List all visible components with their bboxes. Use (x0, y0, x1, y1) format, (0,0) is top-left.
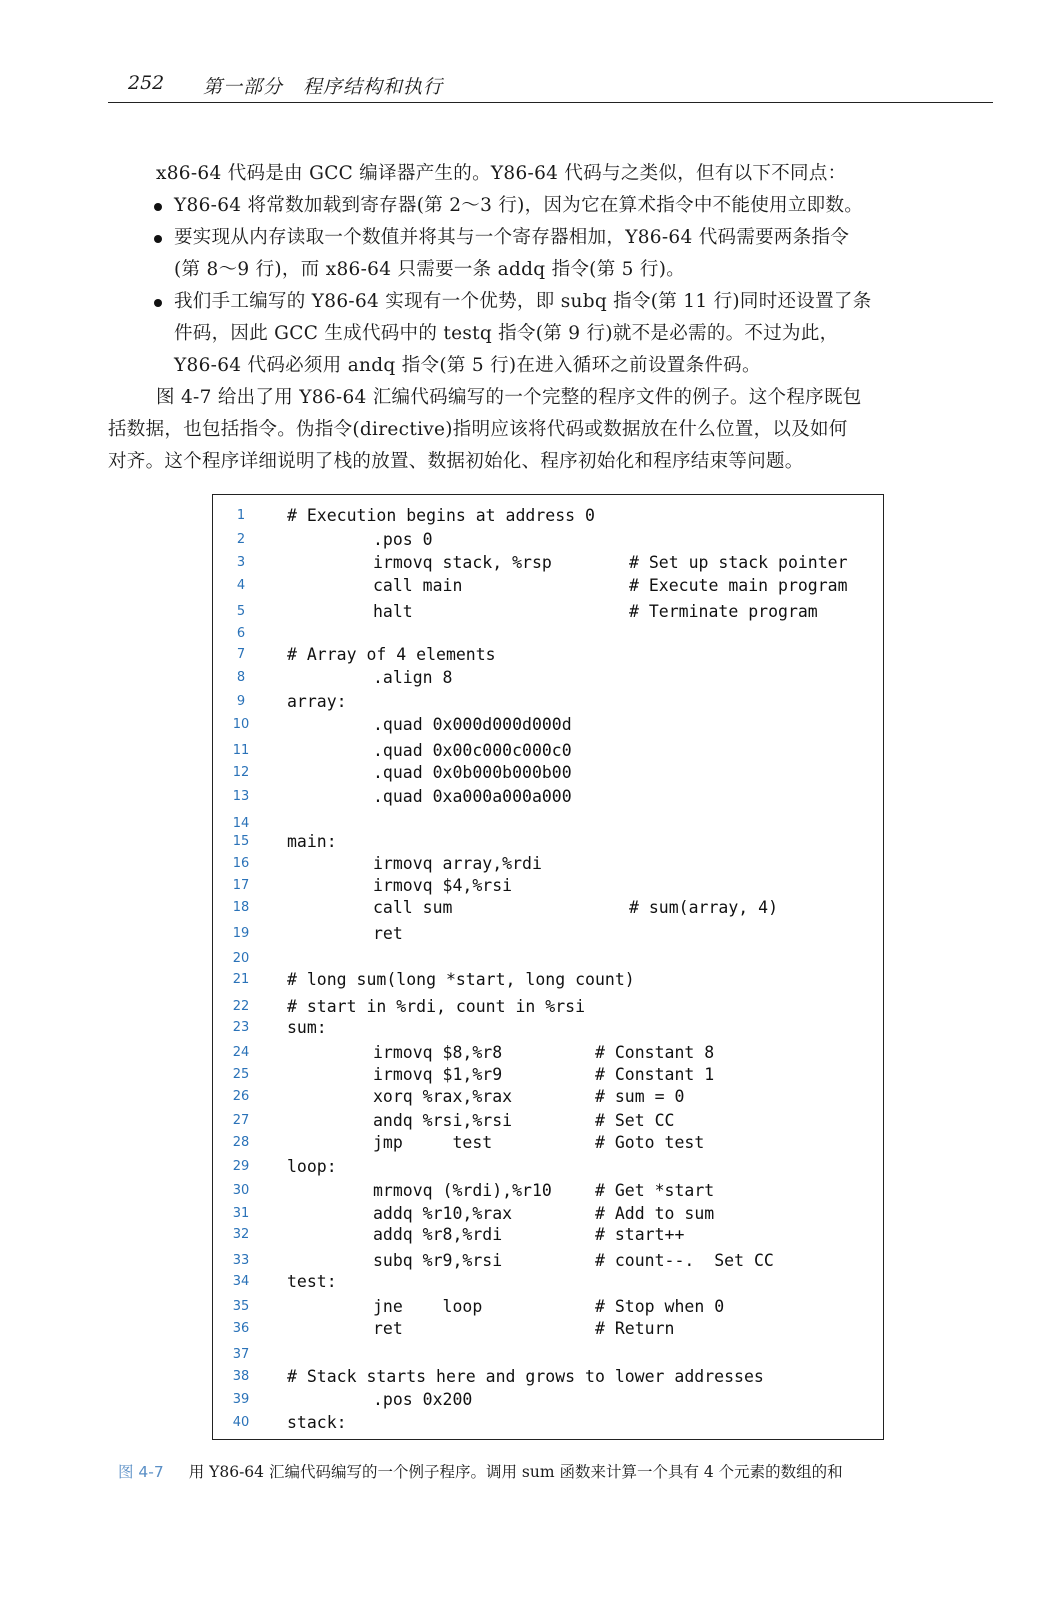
bullet-icon (154, 203, 162, 211)
bullet-line: 我们手工编写的 Y86-64 实现有一个优势，即 subq 指令(第 11 行)同时还设置了条 (174, 291, 872, 312)
line-number: 21 (232, 972, 250, 987)
body-paragraph-line: 对齐。这个程序详细说明了栈的放置、数据初始化、程序初始化和程序结束等问题。 (108, 451, 804, 472)
code-comment: # Execute main program (629, 576, 848, 595)
code-line (213, 1156, 883, 1178)
page-number: 252 (128, 72, 165, 94)
code-instruction: mrmovq (%rdi),%r10 (373, 1181, 552, 1200)
code-comment: # count--. Set CC (595, 1251, 774, 1270)
code-comment: # Return (595, 1319, 675, 1338)
line-number: 25 (232, 1067, 250, 1082)
code-label: loop: (287, 1157, 337, 1176)
line-number: 13 (232, 789, 250, 804)
code-instruction: ret (373, 924, 403, 943)
code-line (213, 996, 883, 1018)
line-number: 1 (236, 508, 246, 523)
code-instruction: andq %rsi,%rsi (373, 1111, 513, 1130)
code-line (213, 644, 883, 666)
code-line (213, 1203, 883, 1225)
code-line (213, 691, 883, 713)
code-line (213, 552, 883, 574)
code-comment: # sum = 0 (595, 1087, 685, 1106)
code-line (213, 1412, 883, 1434)
figure-caption-text: 用 Y86-64 汇编代码编写的一个例子程序。调用 sum 函数来计算一个具有 4 个元素的数组的和 (188, 1463, 843, 1481)
bullet-line: Y86-64 将常数加载到寄存器(第 2～3 行)，因为它在算术指令中不能使用立即数。 (174, 195, 864, 216)
figure-caption (118, 1460, 843, 1482)
code-instruction: addq %r10,%rax (373, 1204, 513, 1223)
code-instruction: irmovq array,%rdi (373, 854, 542, 873)
line-number: 22 (232, 999, 250, 1014)
code-line (213, 831, 883, 853)
code-comment: # Constant 8 (595, 1043, 715, 1062)
code-line (213, 923, 883, 945)
line-number: 17 (232, 878, 250, 893)
line-number: 37 (232, 1347, 250, 1362)
code-comment: # Terminate program (629, 602, 818, 621)
line-number: 7 (236, 647, 246, 662)
line-number: 27 (232, 1113, 250, 1128)
code-instruction: irmovq $4,%rsi (373, 876, 513, 895)
line-number: 15 (232, 834, 250, 849)
code-line (213, 1224, 883, 1246)
code-instruction: .quad 0xa000a000a000 (373, 787, 572, 806)
code-instruction: xorq %rax,%rax (373, 1087, 513, 1106)
line-number: 8 (236, 670, 246, 685)
line-number: 34 (232, 1274, 250, 1289)
code-comment: # Set CC (595, 1111, 675, 1130)
line-number: 38 (232, 1369, 250, 1384)
line-number: 24 (232, 1045, 250, 1060)
line-number: 10 (232, 717, 250, 732)
code-label: # start in %rdi, count in %rsi (287, 997, 586, 1016)
code-line (213, 601, 883, 623)
code-comment: # Goto test (595, 1133, 705, 1152)
line-number: 28 (232, 1135, 250, 1150)
code-comment: # Set up stack pointer (629, 553, 848, 572)
line-number: 26 (232, 1089, 250, 1104)
code-comment: # Get *start (595, 1181, 715, 1200)
code-instruction: .pos 0x200 (373, 1390, 473, 1409)
code-line (213, 740, 883, 762)
code-instruction: .pos 0 (373, 530, 433, 549)
code-line (213, 1110, 883, 1132)
code-comment: # Stop when 0 (595, 1297, 725, 1316)
code-line (213, 1086, 883, 1108)
code-line (213, 762, 883, 784)
line-number: 30 (232, 1183, 250, 1198)
header-title: 第一部分 程序结构和执行 (203, 76, 444, 98)
line-number: 18 (232, 900, 250, 915)
code-instruction: .quad 0x0b000b000b00 (373, 763, 572, 782)
line-number: 36 (232, 1321, 250, 1336)
code-instruction: ret (373, 1319, 403, 1338)
bullet-item (108, 222, 993, 286)
line-number: 16 (232, 856, 250, 871)
line-number: 40 (232, 1415, 250, 1430)
code-comment: # Constant 1 (595, 1065, 715, 1084)
code-label: # long sum(long *start, long count) (287, 970, 635, 989)
figure-number: 图 4-7 (118, 1463, 164, 1481)
line-number: 23 (232, 1020, 250, 1035)
code-label: test: (287, 1272, 337, 1291)
bullet-line: (第 8～9 行)，而 x86-64 只需要一条 addq 指令(第 5 行)。 (174, 259, 686, 280)
line-number: 6 (236, 626, 246, 641)
line-number: 11 (232, 743, 250, 758)
line-number: 32 (232, 1227, 250, 1242)
line-number: 4 (236, 578, 246, 593)
code-line (213, 1042, 883, 1064)
code-comment: # Add to sum (595, 1204, 715, 1223)
code-listing (212, 494, 884, 1440)
code-line (213, 948, 883, 970)
code-line (213, 714, 883, 736)
line-number: 5 (236, 604, 246, 619)
code-instruction: subq %r9,%rsi (373, 1251, 503, 1270)
code-line (213, 875, 883, 897)
code-line (213, 1132, 883, 1154)
code-instruction: .align 8 (373, 668, 453, 687)
line-number: 20 (232, 951, 250, 966)
code-line (213, 1389, 883, 1411)
line-number: 33 (232, 1253, 250, 1268)
line-number: 29 (232, 1159, 250, 1174)
bullet-line: 要实现从内存读取一个数值并将其与一个寄存器相加，Y86-64 代码需要两条指令 (174, 227, 850, 248)
code-instruction: irmovq stack, %rsp (373, 553, 552, 572)
line-number: 39 (232, 1392, 250, 1407)
bullet-icon (154, 299, 162, 307)
code-label: main: (287, 832, 337, 851)
code-line (213, 969, 883, 991)
bullet-line: 件码，因此 GCC 生成代码中的 testq 指令(第 9 行)就不是必需的。不过为此， (174, 323, 839, 344)
line-number: 19 (232, 926, 250, 941)
code-line (213, 786, 883, 808)
code-line (213, 897, 883, 919)
code-instruction: call sum (373, 898, 453, 917)
code-line (213, 853, 883, 875)
code-comment: # sum(array, 4) (629, 898, 779, 917)
code-label: sum: (287, 1018, 327, 1037)
code-line (213, 529, 883, 551)
code-label: stack: (287, 1413, 347, 1432)
code-instruction: halt (373, 602, 413, 621)
code-line (213, 1017, 883, 1039)
code-line (213, 1318, 883, 1340)
code-line (213, 1180, 883, 1202)
code-line (213, 1250, 883, 1272)
code-line (213, 1366, 883, 1388)
code-line (213, 1296, 883, 1318)
body-paragraph-line: 括数据，也包括指令。伪指令(directive)指明应该将代码或数据放在什么位置，以及如何 (108, 419, 848, 440)
code-label: array: (287, 692, 347, 711)
code-instruction: call main (373, 576, 463, 595)
intro-section (108, 158, 993, 478)
code-line (213, 575, 883, 597)
bullet-line: Y86-64 代码必须用 andq 指令(第 5 行)在进入循环之前设置条件码。 (174, 355, 761, 376)
code-label: # Execution begins at address 0 (287, 506, 595, 525)
line-number: 14 (232, 816, 250, 831)
code-instruction: irmovq $1,%r9 (373, 1065, 503, 1084)
code-line (213, 1064, 883, 1086)
code-line (213, 667, 883, 689)
code-label: # Array of 4 elements (287, 645, 496, 664)
code-line (213, 623, 883, 645)
code-comment: # start++ (595, 1225, 685, 1244)
bullet-icon (154, 235, 162, 243)
bullet-item (108, 286, 993, 382)
code-instruction: .quad 0x000d000d000d (373, 715, 572, 734)
code-instruction: addq %r8,%rdi (373, 1225, 503, 1244)
code-instruction: irmovq $8,%r8 (373, 1043, 503, 1062)
code-instruction: .quad 0x00c000c000c0 (373, 741, 572, 760)
code-line (213, 505, 883, 527)
intro-paragraph: x86-64 代码是由 GCC 编译器产生的。Y86-64 代码与之类似，但有以下不同点： (156, 163, 847, 184)
body-paragraph-line: 图 4-7 给出了用 Y86-64 汇编代码编写的一个完整的程序文件的例子。这个程序既包 (156, 387, 862, 408)
line-number: 2 (236, 532, 246, 547)
page-header (108, 72, 993, 103)
line-number: 12 (232, 765, 250, 780)
line-number: 31 (232, 1206, 250, 1221)
line-number: 9 (236, 694, 246, 709)
line-number: 35 (232, 1299, 250, 1314)
code-label: # Stack starts here and grows to lower addresses (287, 1367, 764, 1386)
code-line (213, 1344, 883, 1366)
line-number: 3 (236, 555, 246, 570)
code-line (213, 1271, 883, 1293)
bullet-item (108, 190, 993, 222)
code-instruction: jne loop (373, 1297, 483, 1316)
code-instruction: jmp test (373, 1133, 493, 1152)
